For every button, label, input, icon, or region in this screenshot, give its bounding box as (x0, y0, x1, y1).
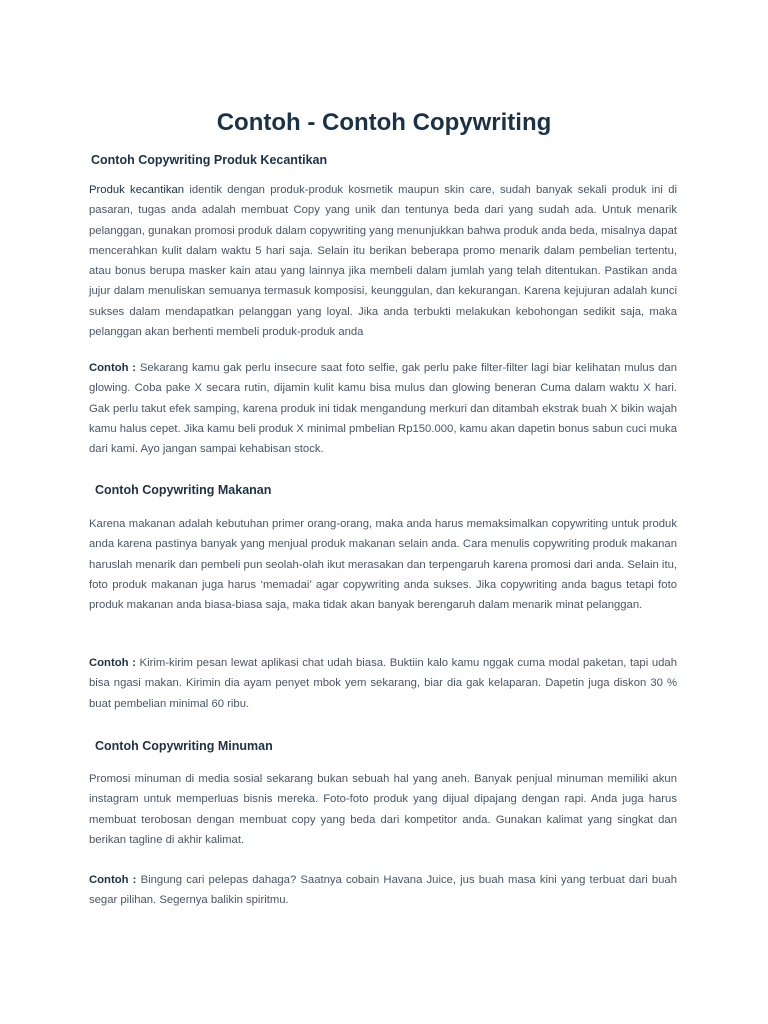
example-minuman (89, 870, 677, 911)
paragraph-lead: Produk kecantikan (89, 184, 185, 196)
example-label: Contoh : (89, 657, 136, 669)
example-kecantikan (89, 358, 677, 459)
paragraph-minuman-intro (89, 769, 677, 850)
paragraph-makanan-intro (89, 514, 677, 615)
example-makanan (89, 653, 677, 714)
section-heading-minuman: Contoh Copywriting Minuman (95, 739, 273, 753)
example-label: Contoh : (89, 874, 137, 886)
paragraph-text: Karena makanan adalah kebutuhan primer orang-orang, maka anda harus memaksimalkan copywriting untuk produk anda karena pastinya banyak yang menjual produk makanan selain anda. Cara menulis copywriting produk makanan haruslah menarik dan pembeli pun seolah-olah ikut merasakan dan terpengaruh karena promosi dari anda. Selain itu, foto produk makanan juga harus ‘memadai’ agar copywriting anda sukses. Jika copywriting anda bagus tetapi foto produk makanan anda biasa-biasa saja, maka tidak akan banyak berengaruh dalam menarik minat pelanggan. (89, 518, 677, 612)
example-label: Contoh : (89, 362, 137, 374)
example-text: Sekarang kamu gak perlu insecure saat foto selfie, gak perlu pake filter-filter lagi biar kelihatan mulus dan glowing. Coba pake X secara rutin, dijamin kulit kamu bisa mulus dan glowing beneran Cuma dalam waktu X hari. Gak perlu takut efek samping, karena produk ini tidak mengandung merkuri dan ditambah ekstrak buah X bikin wajah kamu halus cepet. Jika kamu beli produk X minimal pmbelian Rp150.000, kamu akan dapetin bonus sabun cuci muka dari kami. Ayo jangan sampai kehabisan stock. (89, 362, 677, 456)
paragraph-text: Promosi minuman di media sosial sekarang bukan sebuah hal yang aneh. Banyak penjual minuman memiliki akun instagram untuk memperluas bisnis mereka. Foto-foto produk yang dijual dipajang dengan rapi. Anda juga harus membuat terobosan dengan membuat copy yang beda dari kompetitor anda. Gunakan kalimat yang singkat dan berikan tagline di akhir kalimat. (89, 773, 677, 846)
example-text: Kirim-kirim pesan lewat aplikasi chat udah biasa. Buktiin kalo kamu nggak cuma modal paketan, tapi udah bisa ngasi makan. Kirimin dia ayam penyet mbok yem sekarang, biar dia gak kelaparan. Dapetin juga diskon 30 % buat pembelian minimal 60 ribu. (89, 657, 677, 710)
paragraph-text: identik dengan produk-produk kosmetik maupun skin care, sudah banyak sekali produk ini di pasaran, tugas anda adalah membuat Copy yang unik dan tentunya beda dari yang sudah ada. Untuk menarik pelanggan, gunakan promosi produk dalam copywriting yang menunjukkan bahwa produk anda beda, misalnya dapat mencerahkan kulit dalam waktu 5 hari saja. Selain itu berikan beberapa promo menarik dalam pembelian tertentu, atau bonus berupa masker kain atau yang lainnya jika membeli dalam jumlah yang telah ditentukan. Pastikan anda jujur dalam menuliskan semuanya termasuk komposisi, keunggulan, dan kekurangan. Karena kejujuran adalah kunci sukses dalam mendapatkan pelanggan yang loyal. Jika anda terbukti melakukan kebohongan sedikit saja, maka pelanggan akan berhenti membeli produk-produk anda (89, 184, 677, 339)
section-heading-kecantikan: Contoh Copywriting Produk Kecantikan (91, 153, 328, 167)
paragraph-kecantikan-intro (89, 180, 677, 342)
example-text: Bingung cari pelepas dahaga? Saatnya cobain Havana Juice, jus buah masa kini yang terbuat dari buah segar pilihan. Segernya balikin spiritmu. (89, 874, 677, 907)
section-heading-makanan: Contoh Copywriting Makanan (95, 483, 272, 497)
page-title: Contoh - Contoh Copywriting (216, 109, 552, 136)
